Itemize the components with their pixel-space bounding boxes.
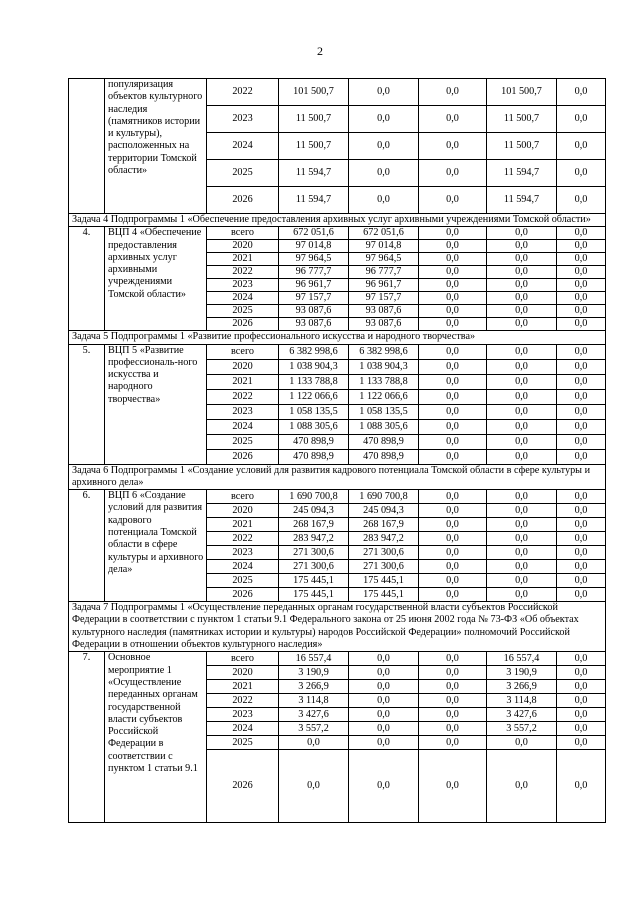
year-cell: 2023 [207,106,279,133]
value-cell: 0,0 [557,240,606,253]
program-name: популяризация объектов культурного наследия (памятников истории и культуры), расположенных на территории Томской области» [105,79,207,214]
value-cell: 3 266,9 [279,680,349,694]
value-cell: 271 300,6 [349,546,419,560]
value-cell: 3 114,8 [279,694,349,708]
year-cell: 2026 [207,187,279,214]
task-header-row [69,602,606,652]
value-cell: 0,0 [419,694,487,708]
task-title: Задача 4 Подпрограммы 1 «Обеспечение предоставления архивных услуг архивными учреждениями Томской области» [69,214,606,227]
value-cell: 3 266,9 [487,680,557,694]
value-cell: 0,0 [419,79,487,106]
value-cell: 0,0 [557,504,606,518]
value-cell: 0,0 [487,359,557,374]
value-cell: 0,0 [487,532,557,546]
value-cell: 0,0 [487,560,557,574]
year-cell: 2022 [207,532,279,546]
value-cell: 271 300,6 [279,560,349,574]
value-cell: 268 167,9 [349,518,419,532]
value-cell: 470 898,9 [279,449,349,464]
value-cell: 0,0 [557,318,606,331]
value-cell: 3 114,8 [487,694,557,708]
value-cell: 0,0 [279,750,349,823]
year-cell: 2021 [207,680,279,694]
value-cell: 0,0 [557,419,606,434]
value-cell: 93 087,6 [349,318,419,331]
row-number: 5. [69,344,105,464]
value-cell: 0,0 [487,344,557,359]
value-cell: 268 167,9 [279,518,349,532]
value-cell: 0,0 [557,490,606,504]
value-cell: 672 051,6 [349,227,419,240]
value-cell: 97 964,5 [279,253,349,266]
value-cell: 101 500,7 [279,79,349,106]
value-cell: 0,0 [557,546,606,560]
value-cell: 0,0 [349,736,419,750]
value-cell: 0,0 [557,404,606,419]
value-cell: 0,0 [487,504,557,518]
year-cell: 2025 [207,305,279,318]
value-cell: 0,0 [557,227,606,240]
value-cell: 0,0 [557,106,606,133]
value-cell: 0,0 [557,133,606,160]
value-cell: 0,0 [419,344,487,359]
value-cell: 0,0 [419,490,487,504]
value-cell: 0,0 [419,434,487,449]
value-cell: 0,0 [557,722,606,736]
value-cell: 0,0 [557,79,606,106]
value-cell: 1 690 700,8 [279,490,349,504]
value-cell: 175 445,1 [349,588,419,602]
value-cell: 0,0 [349,708,419,722]
value-cell: 93 087,6 [279,305,349,318]
value-cell: 3 557,2 [487,722,557,736]
value-cell: 0,0 [419,708,487,722]
value-cell: 0,0 [419,532,487,546]
value-cell: 0,0 [557,736,606,750]
value-cell: 0,0 [419,419,487,434]
value-cell: 1 088 305,6 [349,419,419,434]
value-cell: 0,0 [349,750,419,823]
year-cell: 2026 [207,750,279,823]
value-cell: 97 157,7 [279,292,349,305]
value-cell: 0,0 [557,305,606,318]
program-name: ВЦП 6 «Создание условий для развития кадрового потенциала Томской области в сфере культуры и архивного дела» [105,490,207,602]
value-cell: 93 087,6 [349,305,419,318]
value-cell: 11 594,7 [487,160,557,187]
value-cell: 0,0 [487,518,557,532]
year-cell: 2026 [207,449,279,464]
value-cell: 11 594,7 [279,160,349,187]
value-cell: 0,0 [349,160,419,187]
value-cell: 672 051,6 [279,227,349,240]
value-cell: 96 777,7 [349,266,419,279]
value-cell: 175 445,1 [349,574,419,588]
value-cell: 271 300,6 [349,560,419,574]
value-cell: 0,0 [419,279,487,292]
value-cell: 3 190,9 [279,666,349,680]
value-cell: 3 190,9 [487,666,557,680]
value-cell: 0,0 [419,680,487,694]
value-cell: 0,0 [349,666,419,680]
value-cell: 0,0 [349,187,419,214]
year-cell: 2022 [207,694,279,708]
value-cell: 96 961,7 [279,279,349,292]
year-cell: 2024 [207,722,279,736]
value-cell: 0,0 [419,404,487,419]
year-cell: 2023 [207,546,279,560]
value-cell: 0,0 [557,666,606,680]
value-cell: 0,0 [557,574,606,588]
value-cell: 0,0 [419,359,487,374]
row-number: 4. [69,227,105,331]
table-row [69,227,606,240]
value-cell: 11 500,7 [487,106,557,133]
year-cell: 2025 [207,574,279,588]
value-cell: 0,0 [419,160,487,187]
value-cell: 0,0 [487,227,557,240]
value-cell: 0,0 [557,588,606,602]
value-cell: 283 947,2 [279,532,349,546]
value-cell: 0,0 [557,266,606,279]
value-cell: 1 088 305,6 [279,419,349,434]
value-cell: 0,0 [419,240,487,253]
value-cell: 0,0 [487,404,557,419]
value-cell: 1 122 066,6 [349,389,419,404]
value-cell: 0,0 [419,253,487,266]
value-cell: 1 038 904,3 [349,359,419,374]
value-cell: 0,0 [487,389,557,404]
row-number [69,79,105,214]
year-cell: 2023 [207,404,279,419]
value-cell: 0,0 [487,253,557,266]
year-cell: 2021 [207,518,279,532]
value-cell: 0,0 [487,240,557,253]
value-cell: 11 594,7 [487,187,557,214]
value-cell: 0,0 [419,389,487,404]
value-cell: 101 500,7 [487,79,557,106]
value-cell: 16 557,4 [279,652,349,666]
value-cell: 1 058 135,5 [279,404,349,419]
value-cell: 0,0 [419,449,487,464]
value-cell: 0,0 [349,680,419,694]
value-cell: 16 557,4 [487,652,557,666]
year-cell: 2023 [207,708,279,722]
value-cell: 0,0 [557,359,606,374]
value-cell: 0,0 [557,253,606,266]
year-cell: всего [207,490,279,504]
value-cell: 0,0 [419,750,487,823]
budget-table [68,78,606,823]
year-cell: 2025 [207,434,279,449]
value-cell: 0,0 [487,279,557,292]
year-cell: 2020 [207,359,279,374]
value-cell: 0,0 [487,318,557,331]
value-cell: 0,0 [487,374,557,389]
value-cell: 96 961,7 [349,279,419,292]
value-cell: 0,0 [557,279,606,292]
value-cell: 97 964,5 [349,253,419,266]
row-number: 7. [69,652,105,823]
value-cell: 0,0 [557,434,606,449]
task-header-row [69,331,606,344]
task-title: Задача 7 Подпрограммы 1 «Осуществление переданных органам государственной власти субъектов Российской Федерации в соответствии с пунктом 1 статьи 9.1 Федерального закона от 25 июня 2002 года № 73-ФЗ «Об объектах культурного наследия (памятниках истории и культуры) народов Российской Федерации» полномочий Российской Федерации в отношении объектов культурного наследия» [69,602,606,652]
value-cell: 0,0 [557,292,606,305]
value-cell: 0,0 [419,227,487,240]
value-cell: 0,0 [557,374,606,389]
value-cell: 0,0 [487,490,557,504]
value-cell: 271 300,6 [279,546,349,560]
year-cell: 2025 [207,736,279,750]
year-cell: 2024 [207,133,279,160]
table-row [69,344,606,359]
value-cell: 0,0 [557,750,606,823]
value-cell: 0,0 [419,666,487,680]
year-cell: 2020 [207,666,279,680]
value-cell: 283 947,2 [349,532,419,546]
year-cell: всего [207,227,279,240]
value-cell: 470 898,9 [279,434,349,449]
value-cell: 0,0 [419,266,487,279]
value-cell: 0,0 [487,736,557,750]
value-cell: 3 427,6 [279,708,349,722]
value-cell: 6 382 998,6 [349,344,419,359]
value-cell: 0,0 [419,133,487,160]
value-cell: 0,0 [487,434,557,449]
value-cell: 0,0 [557,389,606,404]
value-cell: 175 445,1 [279,574,349,588]
value-cell: 1 133 788,8 [349,374,419,389]
value-cell: 0,0 [557,560,606,574]
value-cell: 245 094,3 [279,504,349,518]
value-cell: 0,0 [487,750,557,823]
table-row [69,652,606,666]
year-cell: 2023 [207,279,279,292]
year-cell: всего [207,344,279,359]
value-cell: 0,0 [557,518,606,532]
value-cell: 0,0 [487,419,557,434]
value-cell: 1 058 135,5 [349,404,419,419]
value-cell: 3 557,2 [279,722,349,736]
task-header-row [69,464,606,490]
year-cell: 2025 [207,160,279,187]
value-cell: 0,0 [419,374,487,389]
value-cell: 0,0 [349,79,419,106]
year-cell: 2026 [207,318,279,331]
year-cell: 2021 [207,253,279,266]
value-cell: 0,0 [557,160,606,187]
year-cell: 2020 [207,240,279,253]
value-cell: 175 445,1 [279,588,349,602]
value-cell: 6 382 998,6 [279,344,349,359]
value-cell: 0,0 [487,266,557,279]
value-cell: 0,0 [487,588,557,602]
value-cell: 0,0 [349,106,419,133]
value-cell: 11 594,7 [279,187,349,214]
value-cell: 0,0 [487,546,557,560]
value-cell: 0,0 [349,722,419,736]
value-cell: 0,0 [487,574,557,588]
value-cell: 0,0 [419,736,487,750]
value-cell: 0,0 [419,504,487,518]
value-cell: 0,0 [419,292,487,305]
year-cell: 2021 [207,374,279,389]
value-cell: 97 014,8 [349,240,419,253]
task-title: Задача 6 Подпрограммы 1 «Создание условий для развития кадрового потенциала Томской области в сфере культуры и архивного дела» [69,464,606,490]
value-cell: 0,0 [557,694,606,708]
value-cell: 97 157,7 [349,292,419,305]
year-cell: 2024 [207,419,279,434]
program-name: ВЦП 4 «Обеспечение предоставления архивных услуг архивными учреждениями Томской области» [105,227,207,331]
program-name: Основное мероприятие 1 «Осуществление переданных органам государственной власти субъектов Российской Федерации в соответствии с пунктом 1 статьи 9.1 [105,652,207,823]
value-cell: 0,0 [419,318,487,331]
year-cell: 2020 [207,504,279,518]
value-cell: 0,0 [349,133,419,160]
value-cell: 0,0 [557,708,606,722]
value-cell: 96 777,7 [279,266,349,279]
value-cell: 1 690 700,8 [349,490,419,504]
value-cell: 470 898,9 [349,449,419,464]
year-cell: 2026 [207,588,279,602]
year-cell: 2022 [207,266,279,279]
value-cell: 1 133 788,8 [279,374,349,389]
value-cell: 0,0 [419,187,487,214]
value-cell: 0,0 [419,518,487,532]
value-cell: 0,0 [487,449,557,464]
value-cell: 0,0 [557,449,606,464]
value-cell: 0,0 [557,652,606,666]
value-cell: 0,0 [419,106,487,133]
value-cell: 1 122 066,6 [279,389,349,404]
task-title: Задача 5 Подпрограммы 1 «Развитие профессионального искусства и народного творчества» [69,331,606,344]
value-cell: 470 898,9 [349,434,419,449]
value-cell: 97 014,8 [279,240,349,253]
value-cell: 0,0 [349,694,419,708]
value-cell: 0,0 [487,292,557,305]
table-row [69,79,606,106]
task-header-row [69,214,606,227]
value-cell: 3 427,6 [487,708,557,722]
value-cell: 0,0 [419,305,487,318]
value-cell: 0,0 [279,736,349,750]
row-number: 6. [69,490,105,602]
value-cell: 245 094,3 [349,504,419,518]
value-cell: 0,0 [419,560,487,574]
value-cell: 1 038 904,3 [279,359,349,374]
value-cell: 0,0 [557,344,606,359]
year-cell: 2024 [207,560,279,574]
value-cell: 0,0 [349,652,419,666]
value-cell: 0,0 [419,722,487,736]
year-cell: 2022 [207,79,279,106]
value-cell: 0,0 [419,546,487,560]
year-cell: всего [207,652,279,666]
value-cell: 11 500,7 [279,133,349,160]
value-cell: 0,0 [419,588,487,602]
value-cell: 0,0 [557,187,606,214]
value-cell: 0,0 [487,305,557,318]
year-cell: 2022 [207,389,279,404]
value-cell: 11 500,7 [487,133,557,160]
value-cell: 93 087,6 [279,318,349,331]
value-cell: 0,0 [557,532,606,546]
value-cell: 0,0 [557,680,606,694]
table-row [69,490,606,504]
value-cell: 0,0 [419,652,487,666]
value-cell: 11 500,7 [279,106,349,133]
value-cell: 0,0 [419,574,487,588]
program-name: ВЦП 5 «Развитие профессиональ-ного искусства и народного творчества» [105,344,207,464]
year-cell: 2024 [207,292,279,305]
page-number: 2 [317,44,323,58]
